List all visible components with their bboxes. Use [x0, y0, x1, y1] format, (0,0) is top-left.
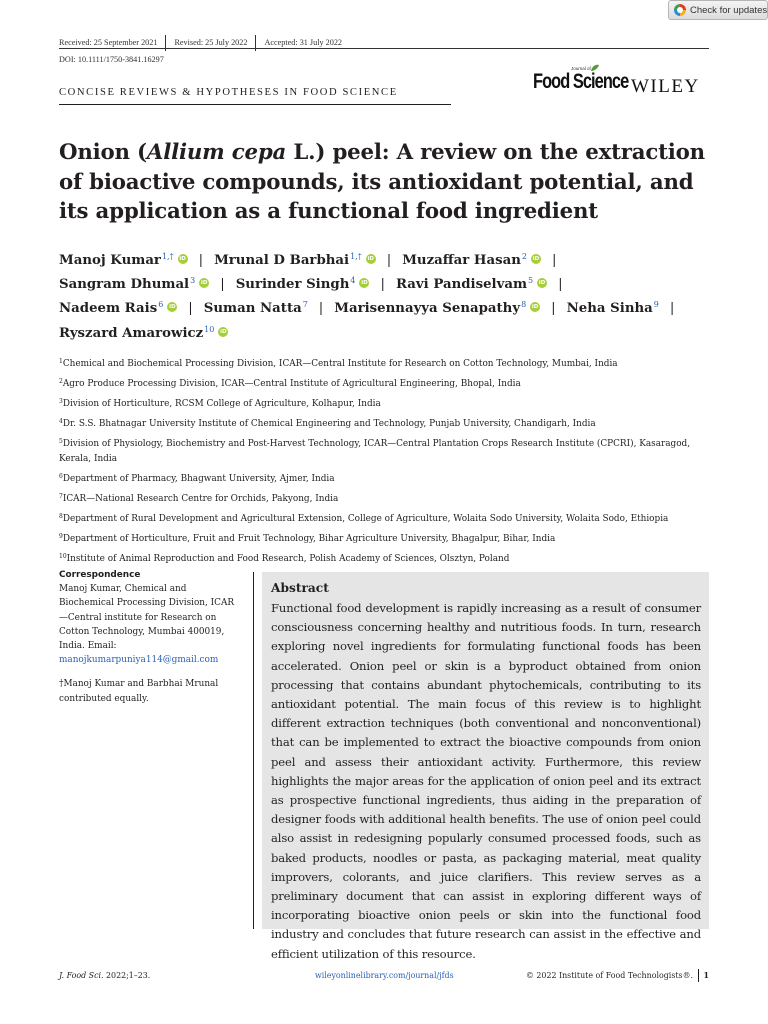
abstract-box	[262, 572, 709, 961]
affiliation-list	[59, 355, 709, 570]
abstract-heading: Abstract	[271, 581, 329, 595]
author[interactable]	[402, 253, 541, 268]
author-affiliation-ref[interactable]: 10	[204, 324, 215, 334]
affiliation-number: 7	[59, 493, 63, 501]
author-affiliation-ref[interactable]: 8	[521, 300, 527, 310]
orcid-icon[interactable]	[167, 302, 177, 312]
orcid-icon[interactable]	[530, 302, 540, 312]
revised-date: Revised: 25 July 2022	[165, 35, 255, 51]
title-species: Allium cepa	[146, 140, 287, 165]
affiliation-text: Institute of Animal Reproduction and Food Research, Polish Academy of Sciences, Olsztyn, Poland	[66, 554, 510, 565]
check-for-updates-button[interactable]	[668, 0, 768, 20]
author-affiliation-ref[interactable]: 2	[521, 252, 527, 261]
author-affiliation-ref[interactable]: 5	[528, 276, 534, 286]
author-name: Surinder Singh	[235, 277, 350, 293]
affiliation-number: 10	[59, 553, 67, 561]
footer-journal: J. Food Sci.	[59, 971, 104, 980]
author-separator: |	[551, 253, 557, 268]
page-footer	[59, 971, 709, 985]
author[interactable]	[334, 301, 540, 316]
author-name: Marisennayya Senapathy	[334, 301, 521, 317]
author-line	[59, 245, 719, 269]
author-name: Sangram Dhumal	[59, 277, 190, 293]
author-name: Ryszard Amarowicz	[59, 325, 204, 341]
affiliation	[59, 530, 709, 547]
author-name: Manoj Kumar	[59, 253, 161, 268]
journal-brand	[533, 64, 709, 98]
author-affiliation-ref[interactable]: 7	[302, 300, 308, 310]
section-rule	[59, 104, 451, 105]
affiliation-number: 9	[59, 533, 63, 541]
author-affiliation-ref[interactable]: 4	[350, 276, 356, 286]
affiliation-text: Division of Horticulture, RCSM College of Agriculture, Kolhapur, India	[62, 399, 381, 410]
affiliation-number: 6	[59, 472, 63, 480]
author-line	[59, 293, 719, 317]
author-separator: |	[220, 277, 225, 293]
author-name: Nadeem Rais	[59, 301, 158, 317]
check-for-updates-label: Check for updates	[690, 4, 768, 16]
affiliation-number: 2	[59, 378, 63, 386]
author[interactable]	[59, 326, 228, 341]
author[interactable]	[214, 253, 376, 268]
affiliation-number: 1	[59, 358, 63, 365]
page-number: 1	[703, 971, 709, 980]
affiliation	[59, 490, 709, 507]
author-line	[59, 318, 719, 342]
affiliation	[59, 375, 709, 392]
title-pre: Onion (	[59, 140, 147, 165]
author[interactable]	[59, 253, 188, 268]
email-label: Email:	[87, 641, 117, 652]
affiliation-number: 8	[59, 513, 63, 521]
footer-divider	[698, 969, 699, 982]
publisher-name: WILEY	[631, 76, 700, 97]
orcid-icon[interactable]	[531, 254, 541, 264]
author-name: Neha Sinha	[566, 301, 653, 317]
article-title	[59, 138, 709, 227]
abstract-text: Functional food development is rapidly increasing as a result of consumer consciousness concerning healthy and nutritious foods. In turn, research exploring novel ingredients for formulating functional foods has been accelerated. Onion peel or skin is a byproduct obtained from onion processing that contains abundant phytochemicals, contributing to its antioxidant potential. The main focus of this review is to highlight different extraction techniques (both conventional and nonconventional) that can be implemented to extract the bioactive compounds from onion peel and assess their antioxidant activity. Furthermore, this review highlights the major areas for the application of onion peel and its extract as prospective functional ingredients, thus aiding in the preparation of designer foods with additional health benefits. The use of onion peel could also assist in redesigning popularly consumed processed foods, such as baked products, noodles or pasta, as packaging material, meat quality improvers, colorants, and juice clarifiers. This review serves as a preliminary document that can assist in exploring different ways of incorporating bioactive onion peels or skin into the functional food industry and concludes that future research can assist in the effective and efficient utilization of this resource.	[271, 601, 701, 961]
author-name: Ravi Pandiselvam	[395, 277, 528, 293]
correspondence-heading: Correspondence	[59, 570, 141, 580]
affiliation	[59, 395, 709, 412]
author-affiliation-ref[interactable]: 1,†	[350, 252, 362, 261]
footer-citation	[59, 971, 150, 980]
footer-copyright: © 2022 Institute of Food Technologists®.	[526, 971, 693, 980]
author-separator: |	[380, 277, 385, 293]
affiliation-text: Chemical and Biochemical Processing Division, ICAR—Central Institute for Research on Cotton Technology, Mumbai, India	[62, 359, 618, 369]
author-separator: |	[386, 253, 392, 268]
correspondence-block	[59, 568, 239, 706]
crossmark-icon	[674, 4, 686, 16]
affiliation-text: Department of Pharmacy, Bhagwant University, Ajmer, India	[62, 473, 335, 484]
orcid-icon[interactable]	[199, 278, 209, 288]
column-divider	[253, 572, 254, 929]
orcid-icon[interactable]	[178, 254, 188, 264]
affiliation-number: 3	[59, 398, 63, 406]
accepted-date: Accepted: 31 July 2022	[255, 35, 350, 51]
received-date: Received: 25 September 2021	[59, 38, 158, 47]
author-name: Mrunal D Barbhai	[214, 253, 350, 268]
footer-volume: 2022;1–23.	[103, 971, 151, 980]
author-separator: |	[558, 277, 563, 293]
contribution-note: †Manoj Kumar and Barbhai Mrunal contributed equally.	[59, 679, 219, 704]
affiliation	[59, 355, 709, 372]
email-link[interactable]: manojkumarpuniya114@gmail.com	[59, 655, 219, 666]
affiliation-text: Department of Horticulture, Fruit and Fruit Technology, Bihar Agriculture University, Bhagalpur, Bihar, India	[62, 534, 556, 545]
affiliation-text: Department of Rural Development and Agricultural Extension, College of Agriculture, Wolaita Sodo University, Wolaita Sodo, Ethiopia	[62, 514, 669, 525]
orcid-icon[interactable]	[366, 254, 376, 264]
author-affiliation-ref[interactable]: 1,†	[161, 252, 174, 261]
title-post: L.) peel: A review on the extraction of bioactive compounds, its antioxidant potential, and its application as a functional food ingredient	[59, 140, 705, 224]
author-separator: |	[198, 253, 204, 268]
author-affiliation-ref[interactable]: 9	[653, 300, 659, 310]
author[interactable]	[396, 277, 547, 292]
author-affiliation-ref[interactable]: 6	[158, 300, 164, 310]
affiliation-number: 5	[59, 438, 63, 446]
affiliation-text: Dr. S.S. Bhatnagar University Institute of Chemical Engineering and Technology, Punjab University, Chandigarh, India	[62, 419, 596, 430]
journal-name: Food Science	[533, 70, 629, 93]
author-separator: |	[551, 301, 556, 317]
affiliation-text: Division of Physiology, Biochemistry and Post-Harvest Technology, ICAR—Central Plantation Crops Research Institute (CPCRI), Kasaragod, Kerala, India	[59, 439, 691, 464]
section-label: CONCISE REVIEWS & HYPOTHESES IN FOOD SCIENCE	[59, 87, 398, 98]
author-separator: |	[188, 301, 193, 317]
orcid-icon[interactable]	[218, 327, 228, 337]
orcid-icon[interactable]	[359, 278, 369, 288]
footer-url[interactable]: wileyonlinelibrary.com/journal/jfds	[315, 971, 454, 980]
affiliation-number: 4	[59, 418, 63, 426]
author[interactable]	[567, 301, 659, 316]
author[interactable]	[204, 301, 308, 316]
journal-of-label: Journal of	[571, 66, 591, 71]
correspondence-address: Manoj Kumar, Chemical and Biochemical Processing Division, ICAR—Central institute for Research on Cotton Technology, Mumbai 400019, India.	[59, 584, 235, 652]
affiliation	[59, 435, 709, 466]
author-separator: |	[318, 301, 324, 317]
author[interactable]	[59, 277, 209, 292]
affiliation	[59, 470, 709, 487]
author[interactable]	[59, 301, 177, 316]
affiliation-text: Agro Produce Processing Division, ICAR—Central Institute of Agricultural Engineering, Bhopal, India	[62, 379, 521, 390]
affiliation	[59, 415, 709, 432]
orcid-icon[interactable]	[537, 278, 547, 288]
affiliation	[59, 510, 709, 527]
author-affiliation-ref[interactable]: 3	[190, 276, 196, 286]
affiliation-text: ICAR—National Research Centre for Orchids, Pakyong, India	[62, 494, 339, 505]
author-name: Suman Natta	[203, 301, 302, 317]
doi[interactable]: DOI: 10.1111/1750-3841.16297	[59, 55, 164, 64]
author-separator: |	[669, 301, 675, 317]
correspondence-body	[59, 582, 239, 667]
header-rule	[59, 48, 709, 49]
affiliation	[59, 550, 709, 567]
author-name: Muzaffar Hasan	[402, 253, 521, 268]
author[interactable]	[236, 277, 370, 292]
author-line	[59, 269, 719, 293]
author-list	[59, 245, 719, 342]
